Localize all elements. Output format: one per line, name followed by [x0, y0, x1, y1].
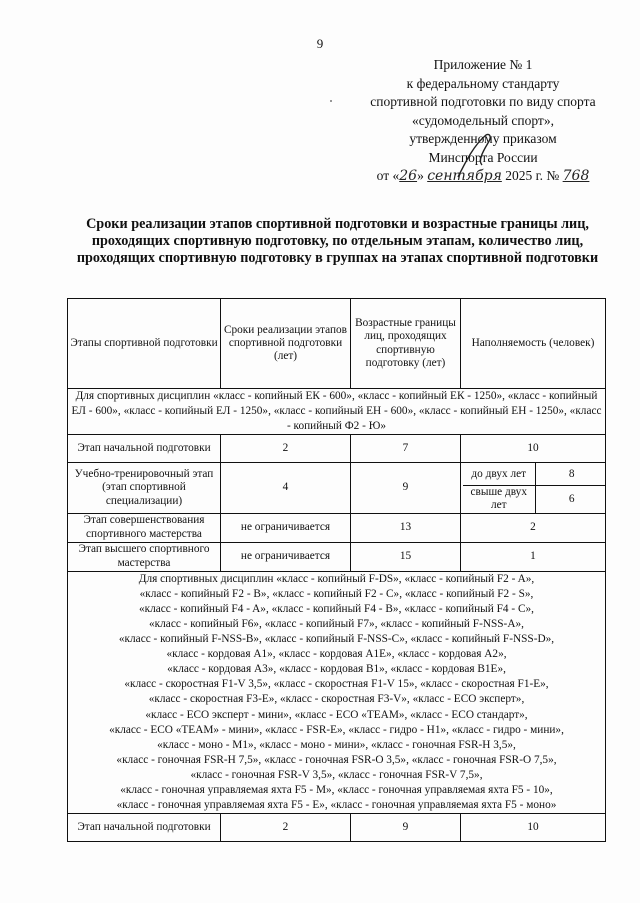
handwritten-day: 26	[399, 168, 418, 184]
appendix-line-5: утвержденному приказом	[409, 131, 557, 146]
group1-disciplines: Для спортивных дисциплин «класс - копийный ЕК - 600», «класс - копийный ЕК - 1250», «класс - копийный ЕЛ - 600», «класс - копийный ЕЛ - 1250», «класс - копийный ЕН - 600», «класс - копийный ЕН - 1250», «класс - копийный Ф2 - Ю»	[68, 389, 606, 435]
stage-capacity: 10	[461, 814, 606, 842]
stage-term: не ограничивается	[221, 513, 351, 542]
group2-disciplines	[68, 571, 606, 814]
page-number: 9	[316, 36, 324, 51]
appendix-line-6: Минспорта России	[428, 149, 538, 165]
discipline-line: «класс - копийный F2 - B», «класс - копийный F2 - C», «класс - копийный F2 - S»,	[139, 587, 534, 600]
date-year: 2025 г. №	[501, 168, 563, 183]
stage-name: Этап совершенствования спортивного мастерства	[68, 513, 221, 542]
discipline-line: «класс - ECO «TEAM» - мини», «класс - FSR-E», «класс - гидро - H1», «класс - гидро - мини»,	[109, 723, 564, 736]
header-capacity: Наполняемость (человек)	[461, 299, 606, 389]
appendix-block	[318, 56, 640, 186]
discipline-line: «класс - копийный F4 - A», «класс - копийный F4 - B», «класс - копийный F4 - C»,	[139, 602, 534, 615]
discipline-line: «класс - гоночная FSR-V 3,5», «класс - гоночная FSR-V 7,5»,	[190, 768, 483, 781]
stage-term: 4	[221, 463, 351, 513]
document-title: Сроки реализации этапов спортивной подготовки и возрастные границы лиц, проходящих спортивную подготовку, по отдельным этапам, количество лиц, проходящих спортивную подготовку в группах на этапах спортивной подготовки	[76, 216, 599, 267]
discipline-line: Для спортивных дисциплин «класс - копийный F-DS», «класс - копийный F2 - A»,	[138, 572, 535, 585]
stage-age: 9	[351, 814, 461, 842]
table-row	[68, 463, 606, 513]
stage-capacity: 2	[461, 513, 606, 542]
discipline-line: «класс - ECO эксперт - мини», «класс - ECO «TEAM», «класс - ECO стандарт»,	[145, 708, 528, 721]
date-line	[318, 167, 640, 186]
discipline-line: «класс - гоночная управляемая яхта F5 - E», «класс - гоночная управляемая яхта F5 - моно»	[116, 799, 557, 812]
handwritten-month: сентября	[427, 168, 502, 184]
appendix-line-2: к федеральному стандарту	[406, 75, 560, 91]
stage-term: не ограничивается	[221, 542, 351, 571]
header-row	[68, 299, 606, 389]
discipline-line: «класс - скоростная F3-E», «класс - скоростная F3-V», «класс - ECO эксперт»,	[148, 693, 525, 706]
header-terms: Сроки реализации этапов спортивной подготовки (лет)	[221, 299, 351, 389]
header-stages: Этапы спортивной подготовки	[68, 299, 221, 389]
discipline-line: «класс - гоночная управляемая яхта F5 - M», «класс - гоночная управляемая яхта F5 - 10»,	[120, 784, 553, 796]
discipline-line: «класс - моно - M1», «класс - моно - мини», «класс - гоночная FSR-H 3,5»,	[157, 738, 516, 751]
stages-table	[67, 298, 606, 842]
discipline-line: «класс - копийный F6», «класс - копийный F7», «класс - копийный F-NSS-A»,	[149, 617, 524, 630]
appendix-line-3: спортивной подготовки по виду спорта	[370, 94, 596, 109]
stage-age: 13	[351, 513, 461, 542]
header-age: Возрастные границы лиц, проходящих спортивную подготовку (лет)	[351, 299, 461, 389]
sub-label-up-to-two: до двух лет	[471, 467, 527, 480]
appendix-line-1: Приложение № 1	[433, 57, 533, 72]
stage-age: 15	[351, 542, 461, 571]
stage-name: Этап начальной подготовки	[68, 814, 221, 842]
stage-term: 2	[221, 435, 351, 463]
signature-stroke	[452, 131, 504, 179]
stage-term: 2	[221, 814, 351, 842]
capacity-subtable	[463, 463, 606, 512]
stage-name: Учебно-тренировочный этап (этап спортивной специализации)	[68, 463, 221, 513]
group1-disciplines-row	[68, 389, 606, 435]
discipline-line: «класс - кордовая A3», «класс - кордовая B1», «класс - кордовая B1E»,	[167, 663, 506, 676]
discipline-line: «класс - кордовая A1», «класс - кордовая A1E», «класс - кордовая A2»,	[166, 648, 507, 661]
stage-age: 9	[351, 463, 461, 513]
stage-capacity: 10	[461, 435, 606, 463]
discipline-line: «класс - скоростная F1-V 3,5», «класс - скоростная F1-V 15», «класс - скоростная F1-E»,	[124, 678, 549, 691]
handwritten-order-number: 768	[562, 168, 590, 184]
group2-disciplines-row	[68, 571, 606, 814]
stage-capacity: 1	[461, 542, 606, 571]
table-row	[68, 435, 606, 463]
discipline-line: «класс - гоночная FSR-H 7,5», «класс - гоночная FSR-O 3,5», «класс - гоночная FSR-O 7,5»,	[116, 753, 557, 766]
sub-label-over-two: свыше двух лет	[463, 486, 535, 513]
sub-value-over-two: 6	[535, 486, 606, 513]
date-sep: »	[417, 168, 428, 183]
sub-value-up-to-two: 8	[535, 463, 606, 486]
table-row	[68, 513, 606, 542]
discipline-line: «класс - копийный F-NSS-B», «класс - копийный F-NSS-C», «класс - копийный F-NSS-D»,	[118, 633, 555, 646]
stage-age: 7	[351, 435, 461, 463]
stage-name: Этап высшего спортивного мастерства	[68, 542, 221, 571]
stage-capacity-split	[461, 463, 606, 513]
table-row	[68, 814, 606, 842]
stage-name: Этап начальной подготовки	[68, 435, 221, 463]
appendix-line-4: «судомодельный спорт»,	[412, 112, 554, 128]
date-prefix: от «	[376, 168, 400, 183]
table-row	[68, 542, 606, 571]
